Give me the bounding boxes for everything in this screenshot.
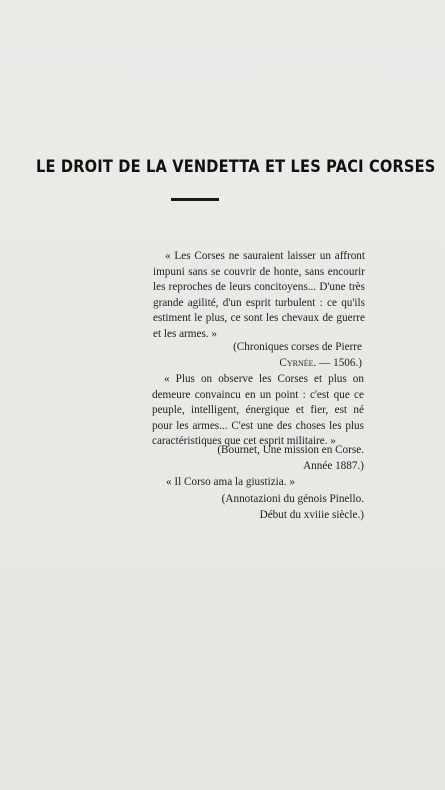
quote-line: peuple, intelligent, énergique et fier, est né bbox=[152, 404, 364, 416]
quote-line: impuni sans se couvrir de honte, sans encourir bbox=[153, 265, 365, 278]
quote-3-source bbox=[215, 492, 364, 523]
quote-line: « Il Corso ama la giustizia. » bbox=[166, 476, 295, 488]
quote-2 bbox=[152, 372, 364, 450]
quote-line: caractéristiques que cet esprit militaire. » bbox=[152, 435, 336, 447]
source-line: (Annotazioni du génois Pinello. bbox=[221, 493, 364, 505]
quote-line: les reproches de leurs concitoyens... D'une très bbox=[153, 281, 365, 293]
title-rule bbox=[171, 198, 219, 201]
quote-3 bbox=[166, 475, 366, 491]
source-line: Cyrnée. — 1506.) bbox=[279, 356, 362, 369]
quote-1 bbox=[153, 249, 365, 342]
quote-line: estiment le plus, ce sont les chevaux de guerre bbox=[153, 312, 365, 324]
page-title: LE DROIT DE LA VENDETTA ET LES PACI CORSES bbox=[36, 157, 436, 177]
quote-line: et les armes. » bbox=[153, 327, 217, 340]
quote-line: demeure convaincu en un point : c'est que ce bbox=[152, 388, 364, 401]
quote-line: pour les armes... C'est une des choses les plus bbox=[152, 419, 364, 432]
quote-line: grande agilité, d'un esprit turbulent : ce qu'ils bbox=[153, 296, 365, 309]
quote-2-source bbox=[212, 443, 364, 474]
quote-line: « Plus on observe les Corses et plus on bbox=[164, 373, 364, 385]
source-line: Début du xviiie siècle.) bbox=[259, 508, 364, 521]
quote-line: « Les Corses ne sauraient laisser un affront bbox=[165, 250, 365, 262]
quote-1-source bbox=[222, 340, 362, 371]
source-line: (Chroniques corses de Pierre bbox=[233, 341, 362, 353]
source-line: (Bournet, Une mission en Corse. bbox=[217, 444, 364, 456]
source-line: Année 1887.) bbox=[303, 459, 364, 472]
